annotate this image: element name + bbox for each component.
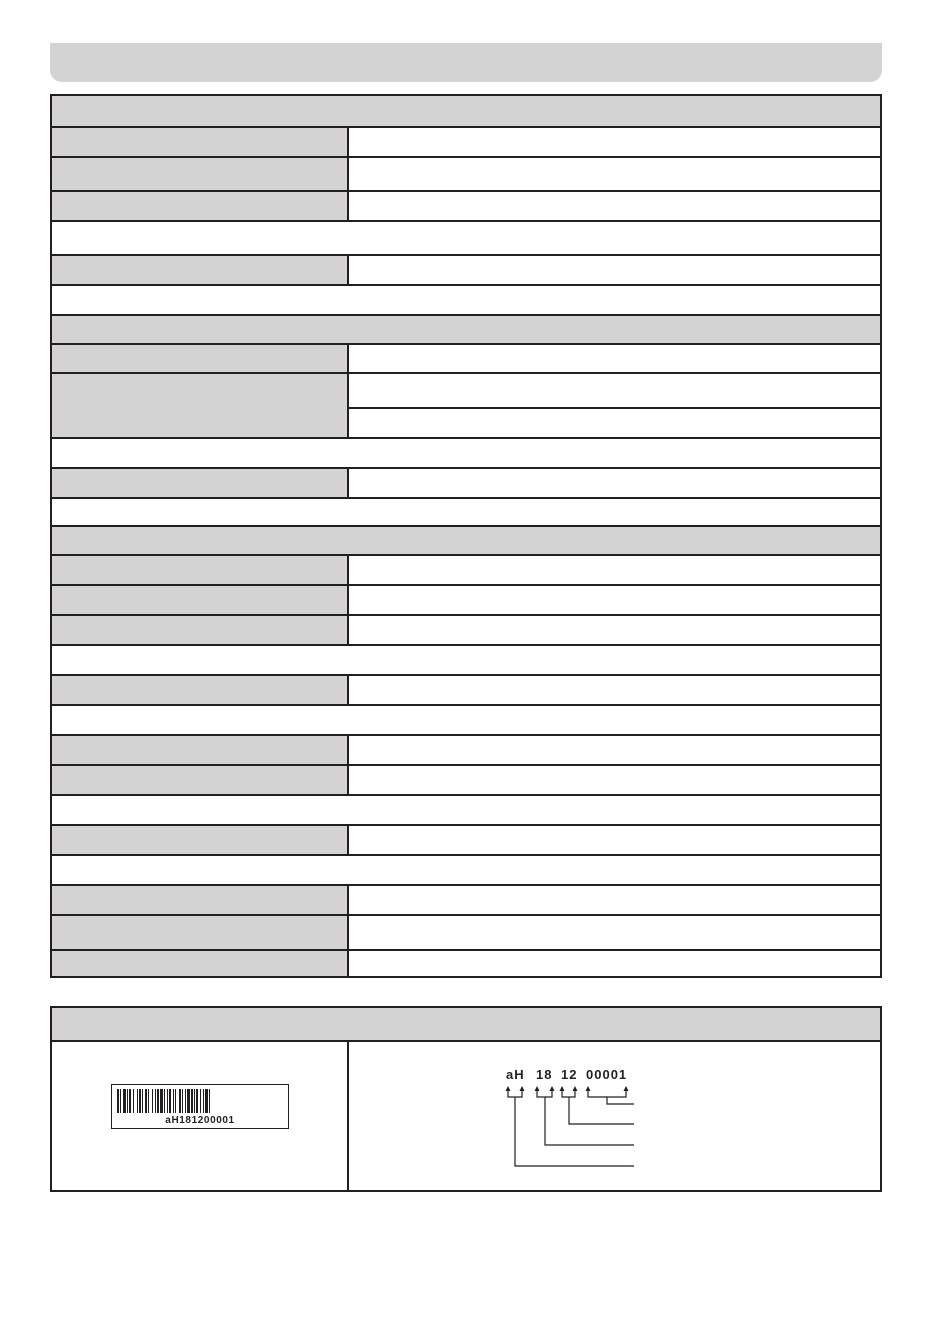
row-value: [347, 345, 880, 372]
serial-number-table: [50, 1006, 882, 1192]
serial-table-header: [52, 1008, 880, 1042]
row-value: [347, 556, 880, 584]
row-label: [52, 886, 347, 914]
row-label: [52, 469, 347, 497]
row-label: [52, 256, 347, 284]
row-label: [52, 951, 347, 976]
table-row: [52, 764, 880, 794]
row-value: [347, 886, 880, 914]
table-row-full: [52, 794, 880, 824]
table-row: [52, 554, 880, 584]
table-row-full: [52, 497, 880, 525]
row-value: [347, 916, 880, 949]
table-row-split: [52, 372, 880, 437]
row-label: [52, 345, 347, 372]
table-row: [52, 824, 880, 854]
row-label: [52, 736, 347, 764]
row-value: [347, 826, 880, 854]
row-value: [347, 192, 880, 220]
row-label: [52, 826, 347, 854]
table-row: [52, 884, 880, 914]
specification-table: [50, 94, 882, 978]
table-row: [52, 156, 880, 190]
serial-segment-number: 00001: [586, 1067, 628, 1082]
row-label: [52, 556, 347, 584]
table-row-full: [52, 854, 880, 884]
row-value: [347, 766, 880, 794]
table-row-full: [52, 437, 880, 467]
serial-segment-prefix: aH: [506, 1067, 525, 1082]
table-row: [52, 190, 880, 220]
row-value: [347, 951, 880, 976]
serial-breakdown-leader-lines: [349, 1042, 884, 1194]
row-value-split: [347, 374, 880, 437]
table-row: [52, 467, 880, 497]
table-row: [52, 674, 880, 704]
table-section-header: [52, 96, 880, 126]
table-row-full: [52, 220, 880, 254]
table-section-header: [52, 314, 880, 343]
row-label: [52, 586, 347, 614]
table-row: [52, 584, 880, 614]
serial-segment-month: 12: [561, 1067, 578, 1082]
row-value: [347, 616, 880, 644]
split-divider: [349, 407, 880, 409]
serial-segment-year: 18: [536, 1067, 553, 1082]
table-row: [52, 914, 880, 949]
table-section-header: [52, 525, 880, 554]
barcode-label: [111, 1084, 289, 1129]
table-row: [52, 343, 880, 372]
table-row: [52, 614, 880, 644]
row-value: [347, 736, 880, 764]
row-label: [52, 616, 347, 644]
serial-breakdown-cell: [347, 1042, 880, 1190]
table-row-full: [52, 284, 880, 314]
row-value: [347, 676, 880, 704]
table-row-full: [52, 704, 880, 734]
row-label: [52, 158, 347, 190]
barcode-image: [117, 1089, 283, 1113]
row-label: [52, 676, 347, 704]
row-label: [52, 374, 347, 437]
row-value: [347, 256, 880, 284]
barcode-number: aH181200001: [165, 1115, 235, 1126]
table-row-full: [52, 644, 880, 674]
row-label: [52, 128, 347, 156]
row-label: [52, 192, 347, 220]
row-value: [347, 469, 880, 497]
section-header-bar: [50, 43, 882, 82]
row-label: [52, 916, 347, 949]
row-label: [52, 766, 347, 794]
barcode-cell: [52, 1042, 347, 1190]
table-row: [52, 949, 880, 976]
row-value: [347, 128, 880, 156]
row-value: [347, 158, 880, 190]
row-value: [347, 586, 880, 614]
table-row: [52, 126, 880, 156]
table-row: [52, 734, 880, 764]
table-row: [52, 254, 880, 284]
